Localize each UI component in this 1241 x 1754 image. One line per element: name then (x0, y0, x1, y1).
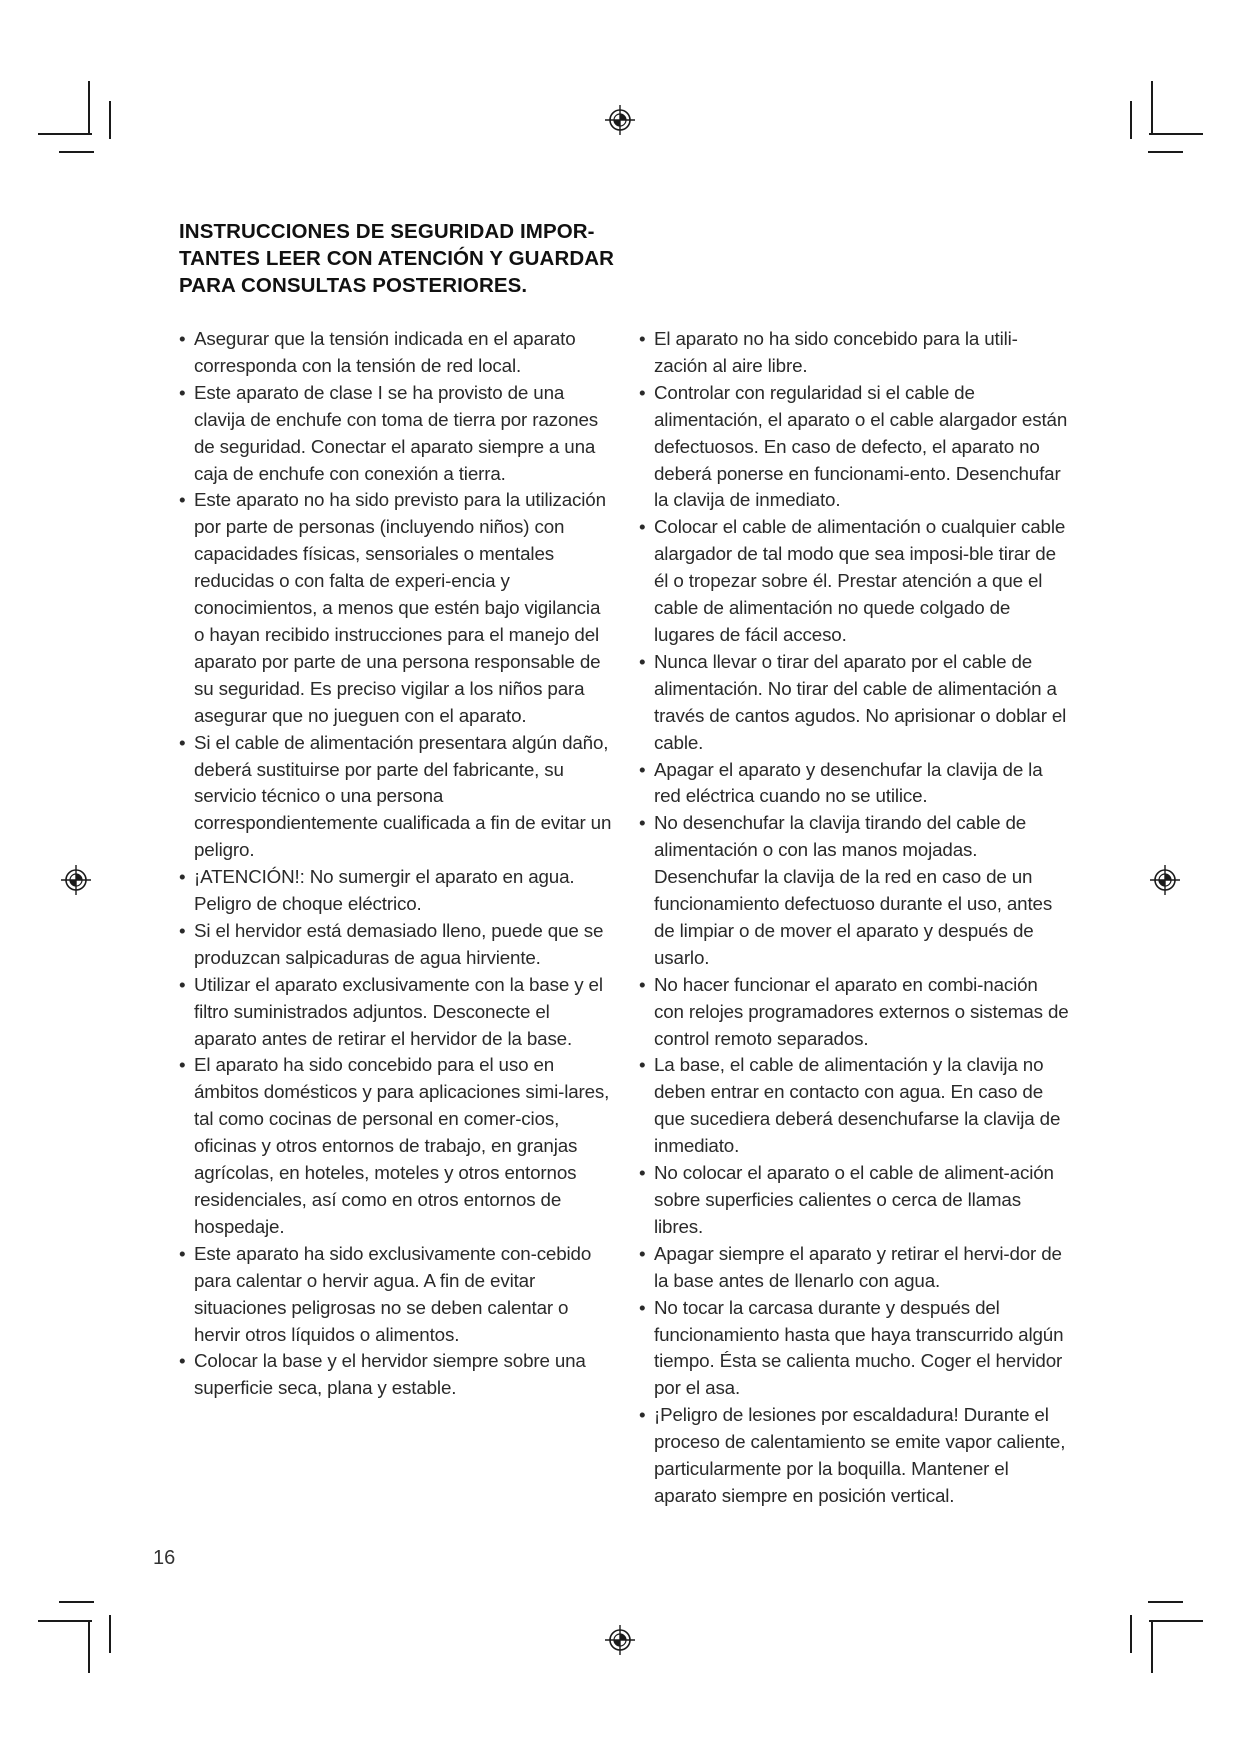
left-column (179, 326, 614, 1402)
instruction-text: Si el cable de alimentación presentara algún daño, deberá sustituirse por parte del fabricante, su servicio técnico o una persona correspondientemente cualificada a fin de evitar un peligro. (194, 731, 612, 861)
crop-mark-icon (59, 151, 94, 153)
registration-crosshair-icon (605, 1625, 635, 1655)
crop-mark-icon (38, 1620, 92, 1622)
instruction-text: Asegurar que la tensión indicada en el aparato corresponda con la tensión de red local. (194, 328, 576, 376)
crop-mark-icon (59, 1601, 94, 1603)
right-column (639, 326, 1069, 1510)
list-item (639, 514, 1069, 649)
crop-mark-icon (1130, 101, 1132, 139)
crop-mark-icon (38, 133, 92, 135)
list-item (639, 810, 1069, 971)
instruction-text: Este aparato no ha sido previsto para la utilización por parte de personas (incluyendo niños) con capacidades físicas, sensoriales o mentales reducidas o con falta de experi-encia y conocimientos, a menos que estén bajo vigilancia o hayan recibido instrucciones para el manejo del aparato por parte de una persona responsable de su seguridad. Es preciso vigilar a los niños para asegurar que no jueguen con el aparato. (194, 489, 606, 726)
list-item (639, 1402, 1069, 1510)
list-item (179, 918, 614, 972)
crop-mark-icon (88, 81, 90, 134)
bullet: • (639, 381, 646, 403)
bullet: • (179, 1350, 186, 1372)
bullet: • (639, 1404, 646, 1426)
instruction-text: No hacer funcionar el aparato en combi-nación con relojes programadores externos o sistemas de control remoto separados. (654, 973, 1069, 1049)
crop-mark-icon (1130, 1615, 1132, 1653)
bullet: • (639, 1162, 646, 1184)
bullet: • (179, 731, 186, 753)
safety-instructions-heading: INSTRUCCIONES DE SEGURIDAD IMPOR-TANTES LEER CON ATENCIÓN Y GUARDAR PARA CONSULTAS POSTERIORES. (179, 220, 615, 297)
bullet: • (639, 650, 646, 672)
bullet: • (639, 758, 646, 780)
crop-mark-icon (1149, 1620, 1203, 1622)
list-item (179, 380, 614, 488)
list-item (639, 1052, 1069, 1160)
bullet: • (179, 328, 186, 349)
instruction-text: No tocar la carcasa durante y después del funcionamiento hasta que haya transcurrido algún tiempo. Ésta se calienta mucho. Coger el hervidor por el asa. (654, 1296, 1064, 1399)
instruction-list (179, 326, 614, 1402)
instruction-list (639, 326, 1069, 1510)
crop-mark-icon (1151, 1620, 1153, 1673)
list-item (639, 1295, 1069, 1403)
list-item (639, 1160, 1069, 1241)
list-item (639, 972, 1069, 1053)
registration-crosshair-icon (1150, 865, 1180, 895)
instruction-text: Nunca llevar o tirar del aparato por el cable de alimentación. No tirar del cable de alimentación a través de cantos agudos. No aprisionar o doblar el cable. (654, 650, 1067, 753)
list-item (179, 1348, 614, 1402)
registration-crosshair-icon (605, 105, 635, 135)
bullet: • (639, 812, 646, 834)
bullet: • (639, 1242, 646, 1264)
list-item (179, 1241, 614, 1349)
list-item (639, 380, 1069, 515)
instruction-text: Controlar con regularidad si el cable de alimentación, el aparato o el cable alargador están defectuosos. En caso de defecto, el aparato no deberá ponerse en funcionami-ento. Desenchufar la clavija de inmediato. (654, 381, 1068, 511)
bullet: • (179, 1054, 186, 1076)
list-item (639, 1241, 1069, 1295)
crop-mark-icon (88, 1620, 90, 1673)
crop-mark-icon (1149, 133, 1203, 135)
bullet: • (179, 1242, 186, 1264)
bullet: • (179, 973, 186, 995)
instruction-text: Si el hervidor está demasiado lleno, puede que se produzcan salpicaduras de agua hirviente. (194, 919, 604, 968)
list-item (639, 326, 1069, 380)
bullet: • (179, 489, 186, 511)
list-item (639, 649, 1069, 757)
list-item (179, 864, 614, 918)
registration-crosshair-icon (61, 865, 91, 895)
crop-mark-icon (1148, 1601, 1183, 1603)
instruction-text: Utilizar el aparato exclusivamente con la base y el filtro suministrados adjuntos. Desconecte el aparato antes de retirar el hervidor de la base. (194, 973, 603, 1049)
instruction-text: ¡ATENCIÓN!: No sumergir el aparato en agua. Peligro de choque eléctrico. (194, 866, 575, 915)
instruction-text: La base, el cable de alimentación y la clavija no deben entrar en contacto con agua. En caso de que sucediera deberá desenchufarse la clavija de inmediato. (654, 1054, 1061, 1157)
list-item (179, 1052, 614, 1240)
crop-mark-icon (109, 101, 111, 139)
list-item (639, 757, 1069, 811)
instruction-text: No desenchufar la clavija tirando del cable de alimentación o con las manos mojadas. Desenchufar la clavija de la red en caso de un funcionamiento defectuoso durante el uso, antes de limpiar o de mover el aparato y después de usarlo. (654, 812, 1053, 968)
instruction-text: Apagar el aparato y desenchufar la clavija de la red eléctrica cuando no se utilice. (654, 758, 1043, 807)
crop-mark-icon (1148, 151, 1183, 153)
bullet: • (639, 516, 646, 538)
list-item (179, 326, 614, 380)
bullet: • (179, 381, 186, 403)
list-item (179, 730, 614, 865)
bullet: • (639, 328, 646, 349)
instruction-text: Este aparato ha sido exclusivamente con-cebido para calentar o hervir agua. A fin de evitar situaciones peligrosas no se deben calentar o hervir otros líquidos o alimentos. (194, 1242, 592, 1345)
page-number: 16 (153, 1547, 176, 1569)
bullet: • (639, 1296, 646, 1318)
instruction-text: Colocar el cable de alimentación o cualquier cable alargador de tal modo que sea imposi-ble tirar de él o tropezar sobre él. Prestar atención a que el cable de alimentación no quede colgado de lugares de fácil acceso. (654, 516, 1066, 645)
list-item (179, 972, 614, 1053)
crop-mark-icon (109, 1615, 111, 1653)
bullet: • (179, 919, 186, 941)
instruction-text: El aparato no ha sido concebido para la utili-zación al aire libre. (654, 328, 1018, 376)
crop-mark-icon (1151, 81, 1153, 134)
list-item (179, 487, 614, 729)
instruction-text: No colocar el aparato o el cable de aliment-ación sobre superficies calientes o cerca de llamas libres. (654, 1162, 1054, 1237)
instruction-text: El aparato ha sido concebido para el uso en ámbitos domésticos y para aplicaciones simi-lares, tal como cocinas de personal en comer-cios, oficinas y otros entornos de trabajo, en granjas agrícolas, en hoteles, moteles y otros entornos residenciales, así como en otros entornos de hospedaje. (194, 1054, 610, 1237)
instruction-text: Colocar la base y el hervidor siempre sobre una superficie seca, plana y estable. (194, 1350, 586, 1399)
instruction-text: Este aparato de clase I se ha provisto de una clavija de enchufe con toma de tierra por razones de seguridad. Conectar el aparato siempre a una caja de enchufe con conexión a tierra. (194, 381, 598, 484)
bullet: • (639, 973, 646, 995)
bullet: • (639, 1054, 646, 1076)
bullet: • (179, 866, 186, 888)
instruction-text: ¡Peligro de lesiones por escaldadura! Durante el proceso de calentamiento se emite vapor caliente, particularmente por la boquilla. Mantener el aparato siempre en posición vertical. (654, 1404, 1066, 1506)
instruction-text: Apagar siempre el aparato y retirar el hervi-dor de la base antes de llenarlo con agua. (654, 1242, 1062, 1291)
